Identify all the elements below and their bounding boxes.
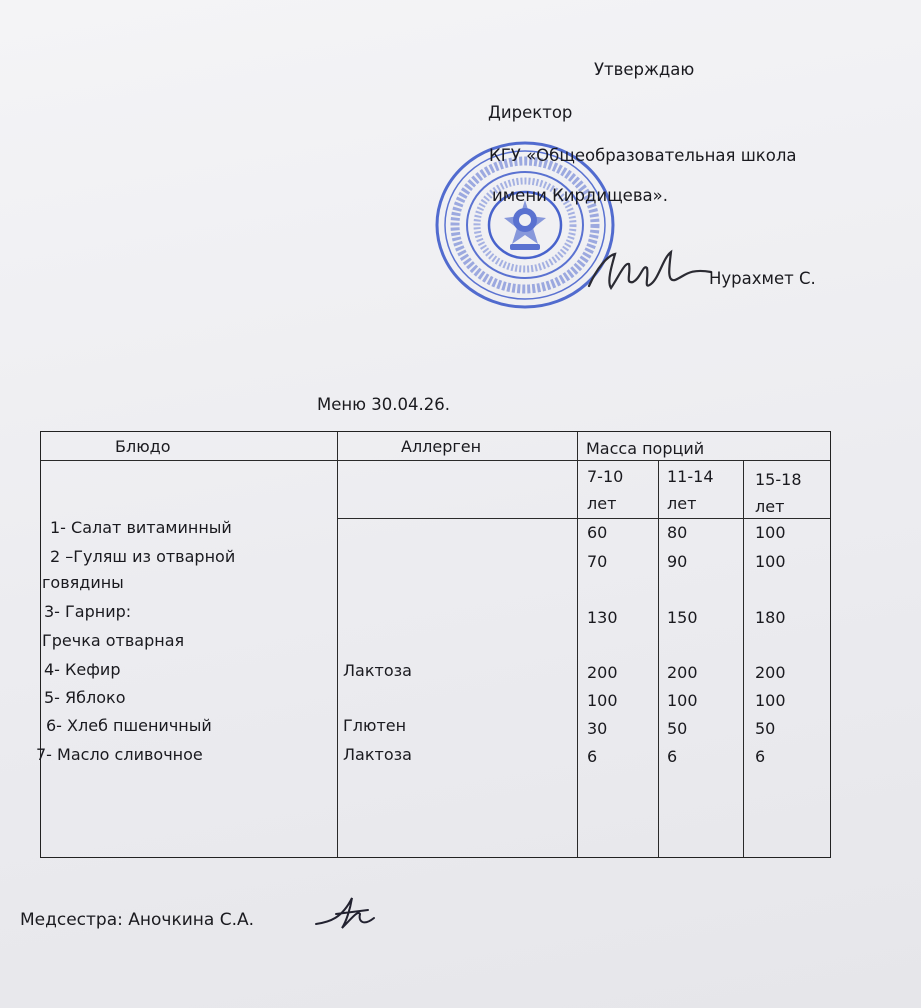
- approval-position: Директор: [488, 103, 573, 122]
- portion-value-cell: 50: [755, 719, 776, 738]
- age-group-label: 11-14: [667, 467, 714, 486]
- menu-title: Меню 30.04.26.: [317, 395, 451, 414]
- portion-value-cell: 200: [667, 663, 698, 682]
- portion-value-cell: 100: [667, 691, 698, 710]
- approval-heading: Утверждаю: [594, 60, 695, 79]
- portion-value-cell: 6: [667, 747, 678, 766]
- allergen-cell: Лактоза: [343, 661, 412, 680]
- approval-org-line1: КГУ «Общеобразовательная школа: [489, 146, 797, 165]
- age-group-label: лет: [587, 494, 617, 513]
- portion-value-cell: 90: [667, 552, 688, 571]
- portion-value-cell: 180: [755, 608, 786, 627]
- dish-line: 7- Масло сливочное: [36, 745, 203, 764]
- approval-signer: Нурахмет С.: [709, 269, 816, 288]
- table-divider: [41, 460, 830, 461]
- table-divider: [337, 518, 830, 519]
- portion-value-cell: 200: [755, 663, 786, 682]
- dish-line: 2 –Гуляш из отварной: [50, 547, 236, 566]
- portion-value-cell: 60: [587, 523, 608, 542]
- portion-value-cell: 200: [587, 663, 618, 682]
- portion-value-cell: 80: [667, 523, 688, 542]
- portion-value-cell: 70: [587, 552, 608, 571]
- portion-value-cell: 130: [587, 608, 618, 627]
- age-group-label: 7-10: [587, 467, 624, 486]
- portion-value-cell: 30: [587, 719, 608, 738]
- age-group-label: лет: [667, 494, 697, 513]
- menu-table: [36, 431, 831, 858]
- table-divider: [743, 460, 744, 857]
- age-group-label: лет: [755, 497, 785, 516]
- dish-line: 3- Гарнир:: [44, 602, 132, 621]
- age-group-label: 15-18: [755, 470, 802, 489]
- portion-value-cell: 50: [667, 719, 688, 738]
- header-allergen: Аллерген: [401, 437, 482, 456]
- dish-line: 1- Салат витаминный: [50, 518, 232, 537]
- nurse-signature-icon: [312, 888, 382, 938]
- director-signature-icon: [585, 238, 715, 298]
- allergen-cell: Глютен: [343, 716, 407, 735]
- dish-line: говядины: [42, 573, 124, 592]
- portion-value-cell: 150: [667, 608, 698, 627]
- table-divider: [577, 432, 578, 857]
- table-divider: [658, 460, 659, 857]
- header-dish: Блюдо: [115, 437, 171, 456]
- header-mass: Масса порций: [586, 439, 705, 458]
- nurse-line: Медсестра: Аночкина С.А.: [20, 910, 255, 930]
- portion-value-cell: 6: [755, 747, 766, 766]
- portion-value-cell: 100: [755, 552, 786, 571]
- approval-org-line2: имени Кирдищева».: [492, 186, 668, 205]
- dish-line: 6- Хлеб пшеничный: [46, 716, 212, 735]
- portion-value-cell: 100: [755, 523, 786, 542]
- dish-line: Гречка отварная: [42, 631, 185, 650]
- dish-line: 4- Кефир: [44, 660, 121, 679]
- table-divider: [337, 432, 338, 857]
- portion-value-cell: 6: [587, 747, 598, 766]
- portion-value-cell: 100: [587, 691, 618, 710]
- allergen-cell: Лактоза: [343, 745, 412, 764]
- portion-value-cell: 100: [755, 691, 786, 710]
- dish-line: 5- Яблоко: [44, 688, 126, 707]
